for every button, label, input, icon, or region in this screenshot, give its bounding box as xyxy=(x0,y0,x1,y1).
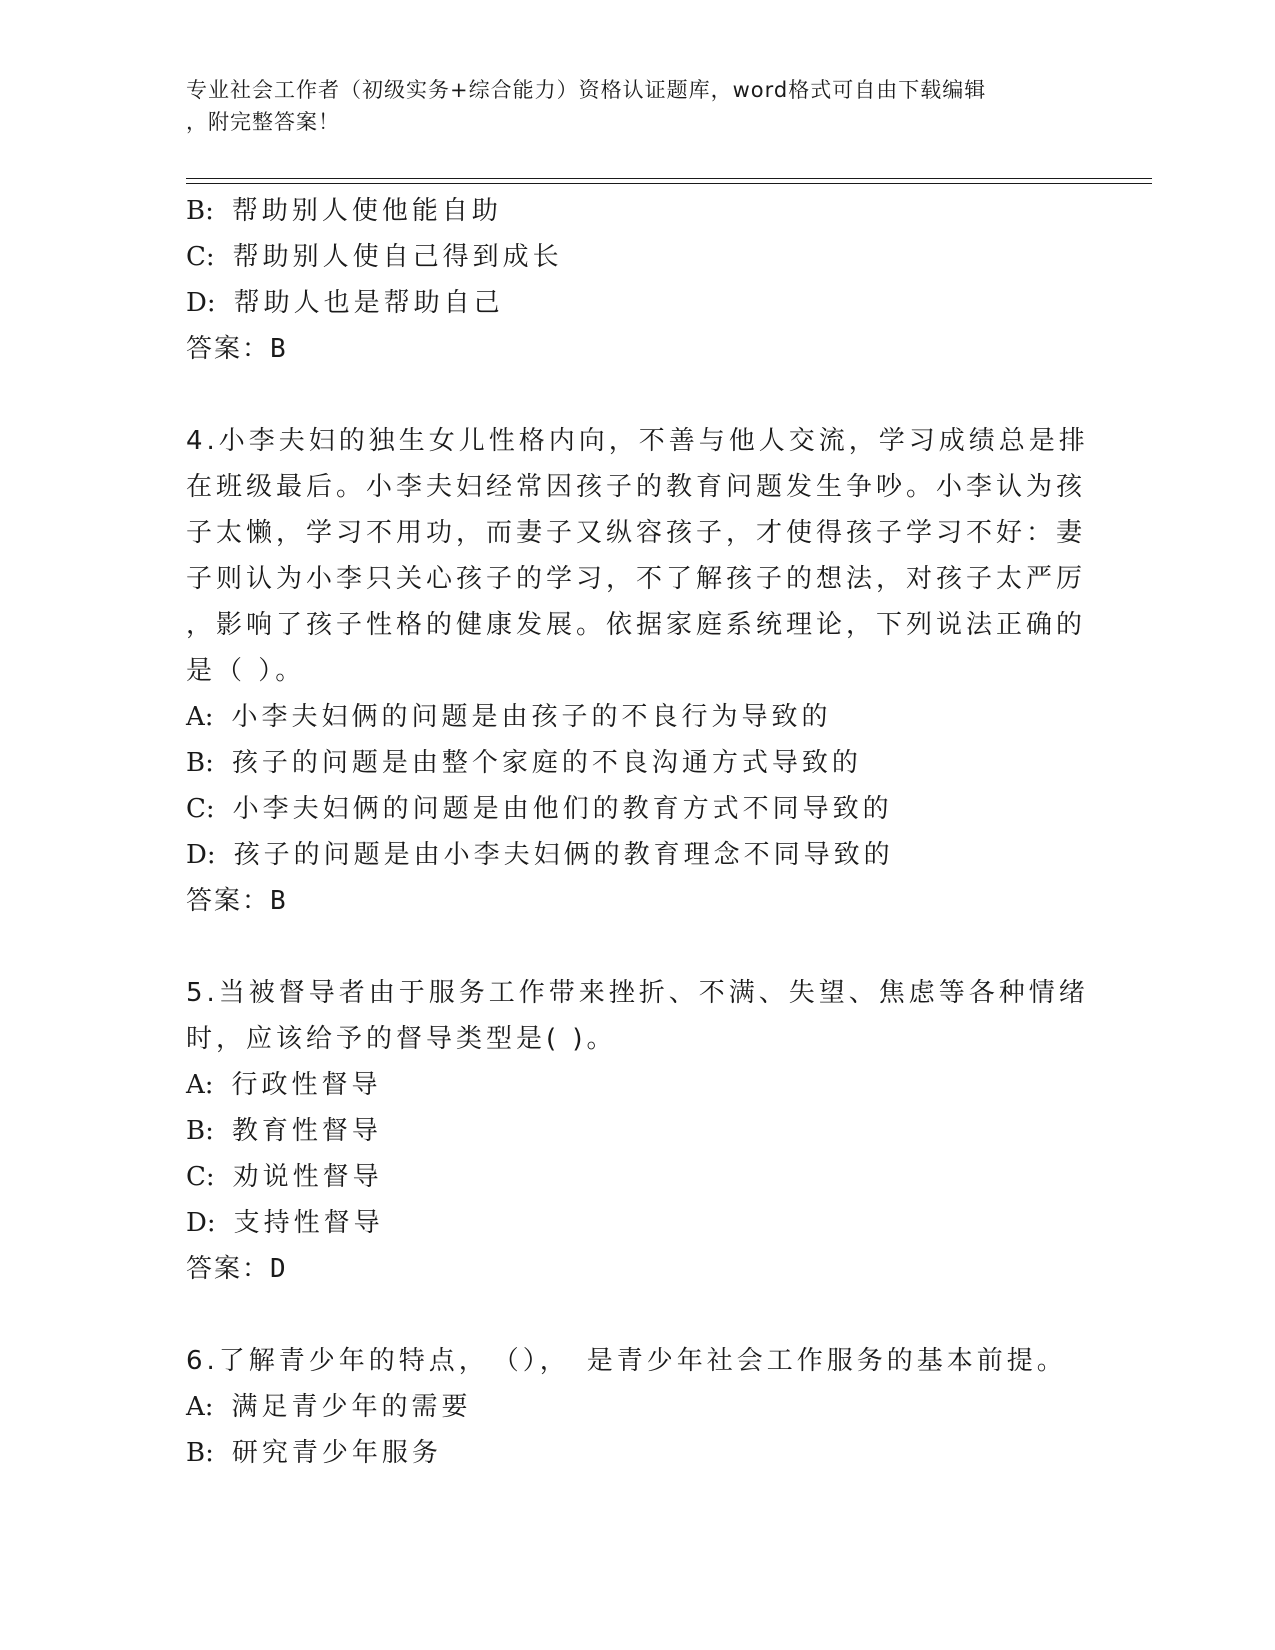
option-letter: A: xyxy=(186,1070,214,1100)
question-5-option-b xyxy=(186,1108,1086,1154)
option-text: 满足青少年的需要 xyxy=(231,1392,472,1422)
question-4 xyxy=(186,418,1089,924)
question-4-stem-line: 在班级最后。小李夫妇经常因孩子的教育问题发生争吵。小李认为孩 xyxy=(186,472,1087,502)
option-text: 小李夫妇俩的问题是由他们的教育方式不同导致的 xyxy=(232,794,893,824)
question-6-stem-line: 6.了解青少年的特点， （）， 是青少年社会工作服务的基本前提。 xyxy=(186,1346,1067,1376)
question-3 xyxy=(186,188,1086,372)
question-3-option-d xyxy=(186,280,1086,326)
option-letter: C: xyxy=(186,794,215,824)
answer-label: 答案： xyxy=(186,1254,271,1284)
answer-value: B xyxy=(270,886,286,916)
question-4-answer xyxy=(186,878,1086,924)
question-5-answer xyxy=(186,1246,1086,1292)
option-text: 帮助人也是帮助自己 xyxy=(233,288,504,318)
option-letter: D: xyxy=(186,840,216,870)
question-5-option-c xyxy=(186,1154,1086,1200)
question-6-option-a xyxy=(186,1384,1086,1430)
option-text: 教育性督导 xyxy=(231,1116,382,1146)
question-4-option-c xyxy=(186,786,1086,832)
question-4-option-a xyxy=(186,694,1086,740)
option-letter: B: xyxy=(186,1438,214,1468)
option-letter: A: xyxy=(186,1392,214,1422)
question-5-stem-line: 5.当被督导者由于服务工作带来挫折、不满、失望、焦虑等各种情绪 xyxy=(186,978,1089,1008)
option-text: 劝说性督导 xyxy=(232,1162,383,1192)
spacer xyxy=(186,924,1086,970)
answer-label: 答案： xyxy=(186,886,271,916)
question-5-option-a xyxy=(186,1062,1086,1108)
question-5 xyxy=(186,970,1089,1292)
option-text: 小李夫妇俩的问题是由孩子的不良行为导致的 xyxy=(231,702,832,732)
answer-value: B xyxy=(270,334,286,364)
option-letter: B: xyxy=(186,1116,214,1146)
spacer xyxy=(186,1292,1086,1338)
option-text: 支持性督导 xyxy=(233,1208,384,1238)
question-4-stem-line: 4.小李夫妇的独生女儿性格内向，不善与他人交流，学习成绩总是排 xyxy=(186,426,1089,456)
option-text: 孩子的问题是由整个家庭的不良沟通方式导致的 xyxy=(231,748,862,778)
question-3-answer xyxy=(186,326,1086,372)
answer-label: 答案： xyxy=(186,334,271,364)
question-5-option-d xyxy=(186,1200,1086,1246)
option-letter: D: xyxy=(186,288,216,318)
question-6-option-b xyxy=(186,1430,1086,1476)
option-text: 行政性督导 xyxy=(231,1070,382,1100)
document-header xyxy=(186,74,1086,138)
spacer xyxy=(186,372,1086,418)
question-5-stem-line: 时，应该给予的督导类型是( )。 xyxy=(186,1024,617,1054)
option-letter: B: xyxy=(186,748,214,778)
answer-value: D xyxy=(270,1254,286,1284)
option-letter: D: xyxy=(186,1208,216,1238)
option-letter: C: xyxy=(186,1162,215,1192)
question-4-option-b xyxy=(186,740,1086,786)
option-text: 研究青少年服务 xyxy=(231,1438,442,1468)
header-line-2: ，附完整答案！ xyxy=(186,110,340,134)
question-4-stem-line: 子太懒，学习不用功，而妻子又纵容孩子，才使得孩子学习不好：妻 xyxy=(186,518,1087,548)
option-text: 帮助别人使他能自助 xyxy=(231,196,502,226)
question-3-option-b xyxy=(186,188,1086,234)
question-6 xyxy=(186,1338,1086,1476)
option-text: 帮助别人使自己得到成长 xyxy=(232,242,563,272)
option-letter: B: xyxy=(186,196,214,226)
question-4-stem-line: 子则认为小李只关心孩子的学习，不了解孩子的想法，对孩子太严厉 xyxy=(186,564,1087,594)
header-divider-bottom xyxy=(186,183,1152,184)
option-letter: A: xyxy=(186,702,214,732)
question-4-stem-line: ，影响了孩子性格的健康发展。依据家庭系统理论，下列说法正确的 xyxy=(186,610,1087,640)
header-line-1: 专业社会工作者（初级实务+综合能力）资格认证题库，word格式可自由下载编辑 xyxy=(186,78,987,102)
option-letter: C: xyxy=(186,242,215,272)
question-4-option-d xyxy=(186,832,1086,878)
header-divider-top xyxy=(186,178,1152,179)
option-text: 孩子的问题是由小李夫妇俩的教育理念不同导致的 xyxy=(233,840,894,870)
question-content xyxy=(186,188,1089,1476)
question-3-option-c xyxy=(186,234,1086,280)
question-4-stem-line: 是（ ）。 xyxy=(186,656,306,686)
